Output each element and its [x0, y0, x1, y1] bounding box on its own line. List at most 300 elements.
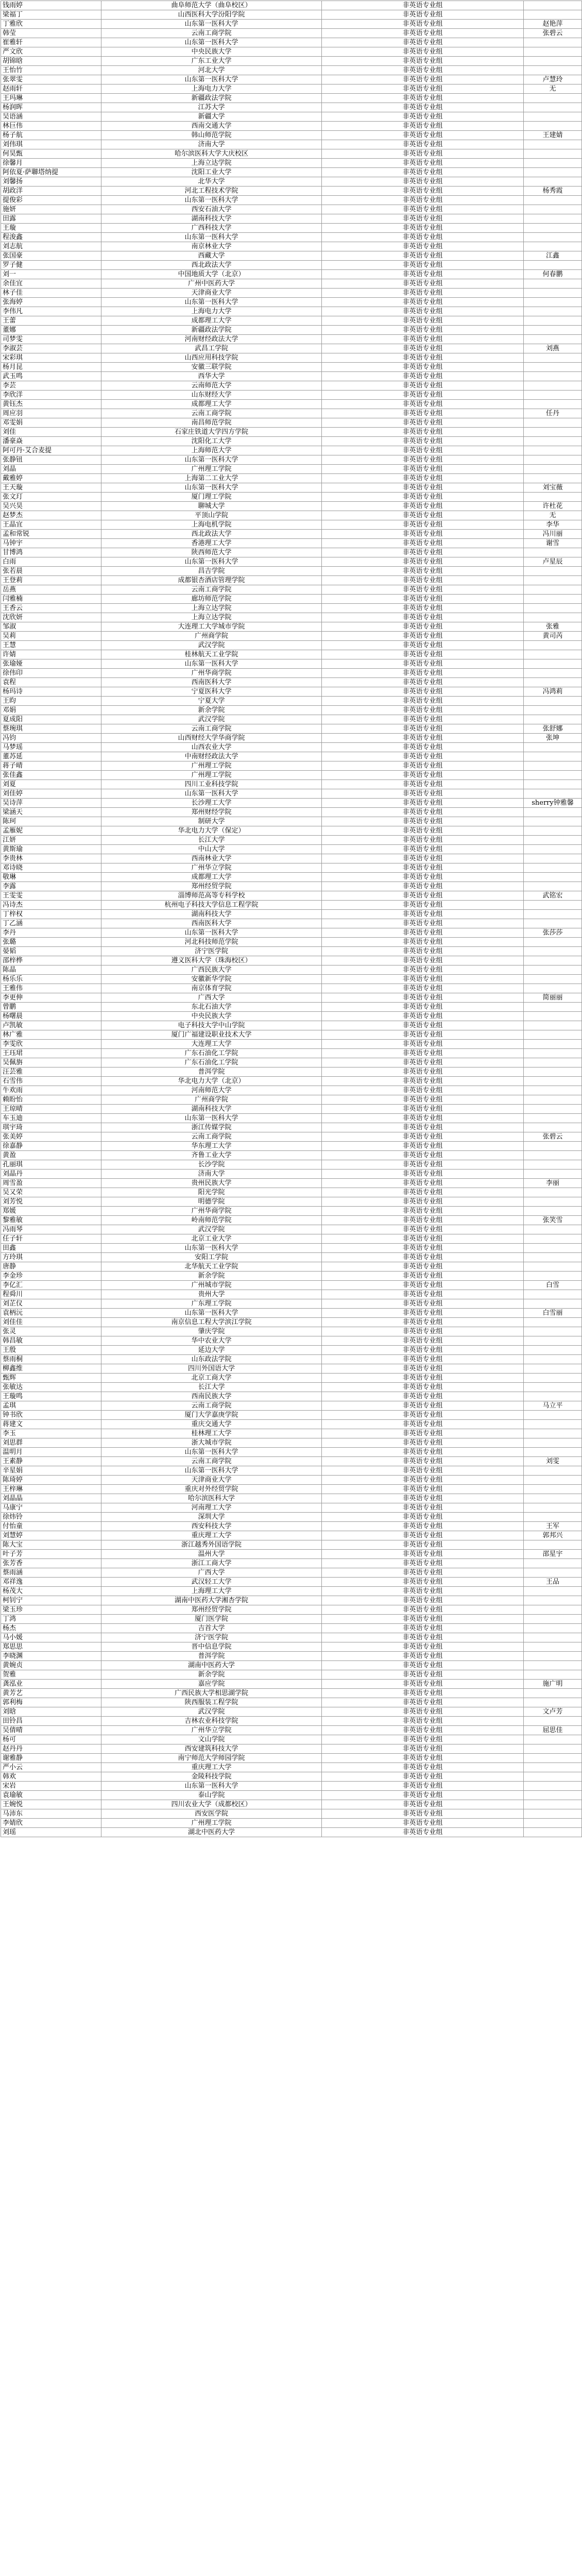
competition-group-cell: 非英语专业组: [322, 1003, 524, 1012]
participant-name-cell: 王晶宜: [1, 520, 101, 530]
participant-name-cell: 刘思群: [1, 1438, 101, 1448]
school-name-cell: 山东第一医科大学: [101, 483, 322, 493]
table-row: [1, 1318, 582, 1327]
table-row: [1, 659, 582, 669]
school-name-cell: 沈阳化工大学: [101, 437, 322, 446]
table-row: [1, 1225, 582, 1234]
school-name-cell: 山西应用科技学院: [101, 353, 322, 363]
participant-name-cell: 沈欣妍: [1, 613, 101, 622]
participant-name-cell: 田鑫: [1, 1244, 101, 1253]
school-name-cell: 上海理工大学: [101, 1587, 322, 1596]
advisor-name-cell: 张莎莎: [524, 928, 582, 938]
table-row: [1, 1336, 582, 1346]
table-row: [1, 1624, 582, 1633]
competition-group-cell: 非英语专业组: [322, 659, 524, 669]
table-row: [1, 131, 582, 140]
advisor-name-cell: 无: [524, 511, 582, 520]
competition-group-cell: 非英语专业组: [322, 669, 524, 678]
table-row: [1, 474, 582, 483]
participant-name-cell: 陈晶: [1, 965, 101, 975]
table-row: [1, 1744, 582, 1754]
school-name-cell: 大连理工大学: [101, 1040, 322, 1049]
school-name-cell: 河南师范大学: [101, 1086, 322, 1095]
participant-name-cell: 黄盈: [1, 1151, 101, 1160]
table-row: [1, 1568, 582, 1578]
school-name-cell: 河北大学: [101, 66, 322, 75]
participant-name-cell: 汪芸雅: [1, 1067, 101, 1077]
participant-name-cell: 谢雅静: [1, 1754, 101, 1763]
school-name-cell: 山东第一医科大学: [101, 196, 322, 205]
competition-group-cell: 非英语专业组: [322, 1151, 524, 1160]
participant-name-cell: 张静钮: [1, 455, 101, 465]
competition-group-cell: 非英语专业组: [322, 47, 524, 57]
table-row: [1, 1485, 582, 1494]
participant-name-cell: 马康宁: [1, 1503, 101, 1513]
school-name-cell: 厦门理工学院: [101, 493, 322, 502]
advisor-name-cell: [524, 1160, 582, 1170]
advisor-name-cell: 赵艳萍: [524, 20, 582, 29]
advisor-name-cell: [524, 984, 582, 993]
participant-name-cell: 王璇: [1, 224, 101, 233]
school-name-cell: 武汉学院: [101, 1225, 322, 1234]
participant-name-cell: 刘馨扬: [1, 177, 101, 187]
school-name-cell: 云南工商学院: [101, 585, 322, 595]
table-row: [1, 196, 582, 205]
competition-group-cell: 非英语专业组: [322, 1327, 524, 1336]
participant-name-cell: 李金珍: [1, 1272, 101, 1281]
advisor-name-cell: [524, 1735, 582, 1744]
participant-name-cell: 袁瑜敏: [1, 1791, 101, 1800]
participant-name-cell: 方玲琪: [1, 1253, 101, 1262]
school-name-cell: 河北工程技术学院: [101, 187, 322, 196]
advisor-name-cell: [524, 446, 582, 455]
advisor-name-cell: [524, 1819, 582, 1828]
participant-name-cell: 刘芳悦: [1, 1197, 101, 1207]
competition-group-cell: 非英语专业组: [322, 289, 524, 298]
school-name-cell: 新余学院: [101, 706, 322, 715]
advisor-name-cell: 任丹: [524, 409, 582, 418]
participant-name-cell: 张若晨: [1, 567, 101, 576]
school-name-cell: 广州理工学院: [101, 1819, 322, 1828]
competition-group-cell: 非英语专业组: [322, 1559, 524, 1568]
school-name-cell: 上海师范大学: [101, 446, 322, 455]
competition-group-cell: 非英语专业组: [322, 1077, 524, 1086]
table-row: [1, 1476, 582, 1485]
competition-group-cell: 非英语专业组: [322, 1828, 524, 1837]
school-name-cell: 重庆对外经贸学院: [101, 1485, 322, 1494]
competition-group-cell: 非英语专业组: [322, 242, 524, 251]
competition-group-cell: 非英语专业组: [322, 1819, 524, 1828]
school-name-cell: 贵州大学: [101, 1290, 322, 1299]
table-row: [1, 799, 582, 808]
competition-group-cell: 非英语专业组: [322, 1225, 524, 1234]
participant-name-cell: 李淑芸: [1, 344, 101, 353]
school-name-cell: 上海立达学院: [101, 604, 322, 613]
competition-group-cell: 非英语专业组: [322, 400, 524, 409]
school-name-cell: 普洱学院: [101, 1067, 322, 1077]
competition-group-cell: 非英语专业组: [322, 919, 524, 928]
school-name-cell: 香港理工大学: [101, 539, 322, 548]
advisor-name-cell: [524, 1568, 582, 1578]
table-row: [1, 1142, 582, 1151]
advisor-name-cell: [524, 326, 582, 335]
competition-group-cell: 非英语专业组: [322, 1420, 524, 1429]
table-row: [1, 224, 582, 233]
participant-name-cell: 夏成阳: [1, 715, 101, 724]
competition-group-cell: 非英语专业组: [322, 298, 524, 307]
competition-group-cell: 非英语专业组: [322, 1234, 524, 1244]
participant-name-cell: 梁涵天: [1, 808, 101, 817]
table-row: [1, 613, 582, 622]
competition-group-cell: 非英语专业组: [322, 344, 524, 353]
participant-name-cell: 邵梓桦: [1, 956, 101, 965]
table-row: [1, 1003, 582, 1012]
participant-name-cell: 琪宇琦: [1, 1123, 101, 1132]
advisor-name-cell: [524, 567, 582, 576]
table-row: [1, 1605, 582, 1615]
table-row: [1, 205, 582, 214]
school-name-cell: 大连理工大学城市学院: [101, 622, 322, 632]
table-row: [1, 993, 582, 1003]
competition-group-cell: 非英语专业组: [322, 1754, 524, 1763]
competition-group-cell: 非英语专业组: [322, 604, 524, 613]
advisor-name-cell: 文卢芳: [524, 1707, 582, 1717]
participant-name-cell: 赵雨轩: [1, 84, 101, 94]
school-name-cell: 宁夏医科大学: [101, 687, 322, 697]
participant-name-cell: 陈琦婷: [1, 1476, 101, 1485]
advisor-name-cell: [524, 474, 582, 483]
school-name-cell: 成都理工大学: [101, 873, 322, 882]
table-row: [1, 1327, 582, 1336]
advisor-name-cell: [524, 697, 582, 706]
advisor-name-cell: [524, 1587, 582, 1596]
school-name-cell: 山东政法学院: [101, 1355, 322, 1364]
table-row: [1, 75, 582, 84]
participant-name-cell: 严文欣: [1, 47, 101, 57]
advisor-name-cell: [524, 233, 582, 242]
competition-group-cell: 非英语专业组: [322, 808, 524, 817]
participant-name-cell: 刘志航: [1, 242, 101, 251]
school-name-cell: 广州理工学院: [101, 465, 322, 474]
competition-group-cell: 非英语专业组: [322, 752, 524, 761]
advisor-name-cell: 杨秀霞: [524, 187, 582, 196]
school-name-cell: 杭州电子科技大学信息工程学院: [101, 901, 322, 910]
table-row: [1, 826, 582, 836]
table-row: [1, 1828, 582, 1837]
participant-name-cell: 杨曙晨: [1, 1012, 101, 1021]
participant-name-cell: 田铃昌: [1, 1717, 101, 1726]
advisor-name-cell: [524, 1244, 582, 1253]
table-row: [1, 1698, 582, 1707]
school-name-cell: 北京工业大学: [101, 1234, 322, 1244]
participant-name-cell: 张灵: [1, 1327, 101, 1336]
competition-group-cell: 非英语专业组: [322, 520, 524, 530]
competition-group-cell: 非英语专业组: [322, 1429, 524, 1438]
table-row: [1, 1244, 582, 1253]
advisor-name-cell: [524, 196, 582, 205]
competition-group-cell: 非英语专业组: [322, 149, 524, 159]
table-row: [1, 437, 582, 446]
advisor-name-cell: [524, 1642, 582, 1652]
participant-name-cell: 王登莉: [1, 576, 101, 585]
school-name-cell: 广州商学院: [101, 1095, 322, 1105]
participant-name-cell: 杨子航: [1, 131, 101, 140]
table-row: [1, 187, 582, 196]
competition-group-cell: 非英语专业组: [322, 530, 524, 539]
school-name-cell: 广州华商学院: [101, 1207, 322, 1216]
table-row: [1, 984, 582, 993]
participant-name-cell: 徐伟印: [1, 669, 101, 678]
school-name-cell: 成都银杏酒店管理学院: [101, 576, 322, 585]
school-name-cell: 安徽三联学院: [101, 363, 322, 372]
advisor-name-cell: [524, 168, 582, 177]
table-row: [1, 1160, 582, 1170]
advisor-name-cell: [524, 205, 582, 214]
school-name-cell: 河北科技师范学院: [101, 938, 322, 947]
school-name-cell: 吉林农业科技学院: [101, 1717, 322, 1726]
competition-group-cell: 非英语专业组: [322, 94, 524, 103]
advisor-name-cell: [524, 1411, 582, 1420]
advisor-name-cell: [524, 817, 582, 826]
competition-group-cell: 非英语专业组: [322, 687, 524, 697]
school-name-cell: 西北政法大学: [101, 530, 322, 539]
competition-group-cell: 非英语专业组: [322, 465, 524, 474]
school-name-cell: 武汉学院: [101, 641, 322, 650]
competition-group-cell: 非英语专业组: [322, 1, 524, 10]
advisor-name-cell: 邵星宇: [524, 1550, 582, 1559]
competition-group-cell: 非英语专业组: [322, 641, 524, 650]
school-name-cell: 长江大学: [101, 1383, 322, 1392]
table-row: [1, 1067, 582, 1077]
school-name-cell: 西南医科大学: [101, 919, 322, 928]
table-row: [1, 94, 582, 103]
table-row: [1, 1717, 582, 1726]
table-row: [1, 29, 582, 38]
advisor-name-cell: [524, 1021, 582, 1030]
participant-name-cell: 邓娟: [1, 706, 101, 715]
competition-group-cell: 非英语专业组: [322, 1624, 524, 1633]
table-row: [1, 1346, 582, 1355]
advisor-name-cell: [524, 1466, 582, 1476]
school-name-cell: 浙江传媒学院: [101, 1123, 322, 1132]
competition-group-cell: 非英语专业组: [322, 1513, 524, 1522]
table-row: [1, 910, 582, 919]
school-name-cell: 西南林业大学: [101, 854, 322, 863]
table-row: [1, 520, 582, 530]
table-row: [1, 1809, 582, 1819]
table-row: [1, 409, 582, 418]
competition-group-cell: 非英语专业组: [322, 1114, 524, 1123]
participant-name-cell: 李露: [1, 882, 101, 891]
competition-group-cell: 非英语专业组: [322, 965, 524, 975]
school-name-cell: 云南工商学院: [101, 1132, 322, 1142]
advisor-name-cell: [524, 771, 582, 780]
school-name-cell: 南京林业大学: [101, 242, 322, 251]
advisor-name-cell: [524, 224, 582, 233]
competition-group-cell: 非英语专业组: [322, 1587, 524, 1596]
participant-name-cell: 刘芷仪: [1, 1299, 101, 1309]
participant-name-cell: 杨乐乐: [1, 975, 101, 984]
advisor-name-cell: [524, 316, 582, 326]
school-name-cell: 新疆政法学院: [101, 326, 322, 335]
school-name-cell: 山东第一医科大学: [101, 233, 322, 242]
advisor-name-cell: [524, 1170, 582, 1179]
school-name-cell: 深圳大学: [101, 1513, 322, 1522]
competition-group-cell: 非英语专业组: [322, 622, 524, 632]
school-name-cell: 厦门医学院: [101, 1615, 322, 1624]
advisor-name-cell: [524, 836, 582, 845]
competition-group-cell: 非英语专业组: [322, 1438, 524, 1448]
competition-group-cell: 非英语专业组: [322, 1272, 524, 1281]
advisor-name-cell: [524, 1652, 582, 1661]
table-row: [1, 1763, 582, 1772]
table-row: [1, 901, 582, 910]
advisor-name-cell: 江鑫: [524, 251, 582, 261]
advisor-name-cell: [524, 66, 582, 75]
competition-group-cell: 非英语专业组: [322, 1615, 524, 1624]
table-row: [1, 854, 582, 863]
table-row: [1, 1494, 582, 1503]
competition-group-cell: 非英语专业组: [322, 632, 524, 641]
participant-name-cell: 武玉鸣: [1, 372, 101, 381]
advisor-name-cell: 刘雯: [524, 1457, 582, 1466]
table-row: [1, 1077, 582, 1086]
advisor-name-cell: [524, 1670, 582, 1680]
advisor-name-cell: sherry钟雅馨: [524, 799, 582, 808]
table-row: [1, 1615, 582, 1624]
table-row: [1, 242, 582, 251]
school-name-cell: 郑州财经学院: [101, 808, 322, 817]
table-row: [1, 1800, 582, 1809]
table-row: [1, 1170, 582, 1179]
advisor-name-cell: [524, 1383, 582, 1392]
advisor-name-cell: [524, 715, 582, 724]
competition-group-cell: 非英语专业组: [322, 1216, 524, 1225]
school-name-cell: 山东第一医科大学: [101, 75, 322, 84]
advisor-name-cell: [524, 1207, 582, 1216]
advisor-name-cell: [524, 214, 582, 224]
advisor-name-cell: 冯鸿莉: [524, 687, 582, 697]
competition-group-cell: 非英语专业组: [322, 595, 524, 604]
participant-name-cell: 邹淑: [1, 622, 101, 632]
participant-name-cell: 黄芳艺: [1, 1689, 101, 1698]
participant-name-cell: 许婧: [1, 650, 101, 659]
school-name-cell: 江苏大学: [101, 103, 322, 112]
advisor-name-cell: 王军: [524, 1522, 582, 1531]
table-row: [1, 1670, 582, 1680]
participant-name-cell: 吴兴昊: [1, 502, 101, 511]
school-name-cell: 武汉轻工大学: [101, 1578, 322, 1587]
school-name-cell: 上海第二工业大学: [101, 474, 322, 483]
competition-group-cell: 非英语专业组: [322, 1197, 524, 1207]
advisor-name-cell: [524, 1012, 582, 1021]
advisor-name-cell: [524, 1744, 582, 1754]
advisor-name-cell: [524, 1327, 582, 1336]
advisor-name-cell: [524, 613, 582, 622]
advisor-name-cell: [524, 94, 582, 103]
school-name-cell: 山东第一医科大学: [101, 928, 322, 938]
advisor-name-cell: [524, 1077, 582, 1086]
competition-group-cell: 非英语专业组: [322, 168, 524, 177]
participant-name-cell: 王雯雯: [1, 891, 101, 901]
school-name-cell: 南宁师范大学师园学院: [101, 1754, 322, 1763]
competition-group-cell: 非英语专业组: [322, 1058, 524, 1067]
table-row: [1, 428, 582, 437]
table-row: [1, 1179, 582, 1188]
competition-group-cell: 非英语专业组: [322, 1494, 524, 1503]
competition-group-cell: 非英语专业组: [322, 1522, 524, 1531]
participant-name-cell: 丁乙涵: [1, 919, 101, 928]
participant-name-cell: 孟雁妮: [1, 826, 101, 836]
table-row: [1, 863, 582, 873]
participant-name-cell: 韩昌敏: [1, 1336, 101, 1346]
participant-name-cell: 江妍: [1, 836, 101, 845]
competition-group-cell: 非英语专业组: [322, 1578, 524, 1587]
school-name-cell: 济南大学: [101, 1170, 322, 1179]
advisor-name-cell: [524, 1689, 582, 1698]
participant-name-cell: 赵丹丹: [1, 1744, 101, 1754]
participant-name-cell: 刘晶晶: [1, 1494, 101, 1503]
school-name-cell: 陕西师范大学: [101, 548, 322, 557]
participant-name-cell: 余佳宜: [1, 279, 101, 289]
competition-group-cell: 非英语专业组: [322, 1726, 524, 1735]
advisor-name-cell: 张碧云: [524, 1132, 582, 1142]
competition-group-cell: 非英语专业组: [322, 474, 524, 483]
advisor-name-cell: [524, 1633, 582, 1642]
school-name-cell: 哈尔滨医科大学大庆校区: [101, 149, 322, 159]
participant-name-cell: 白雨: [1, 557, 101, 567]
advisor-name-cell: [524, 400, 582, 409]
advisor-name-cell: [524, 845, 582, 854]
table-row: [1, 678, 582, 687]
table-row: [1, 1420, 582, 1429]
advisor-name-cell: [524, 1049, 582, 1058]
participant-name-cell: 袁柄沅: [1, 1309, 101, 1318]
advisor-name-cell: [524, 38, 582, 47]
participant-name-cell: 徐嘉静: [1, 1142, 101, 1151]
table-row: [1, 233, 582, 242]
participant-name-cell: 邓雯娟: [1, 418, 101, 428]
table-row: [1, 734, 582, 743]
advisor-name-cell: 王建婧: [524, 131, 582, 140]
competition-group-cell: 非英语专业组: [322, 391, 524, 400]
school-name-cell: 西南民族大学: [101, 1392, 322, 1401]
table-row: [1, 1040, 582, 1049]
participant-name-cell: 李伟凡: [1, 307, 101, 316]
competition-group-cell: 非英语专业组: [322, 706, 524, 715]
table-row: [1, 1216, 582, 1225]
table-row: [1, 669, 582, 678]
participant-name-cell: 刘晶: [1, 465, 101, 474]
advisor-name-cell: [524, 595, 582, 604]
competition-group-cell: 非英语专业组: [322, 446, 524, 455]
table-row: [1, 928, 582, 938]
table-row: [1, 1021, 582, 1030]
school-name-cell: 云南工商学院: [101, 1457, 322, 1466]
school-name-cell: 新疆政法学院: [101, 94, 322, 103]
table-row: [1, 1012, 582, 1021]
school-name-cell: 沈阳工业大学: [101, 168, 322, 177]
table-row: [1, 789, 582, 799]
table-row: [1, 576, 582, 585]
school-name-cell: 山东第一医科大学: [101, 455, 322, 465]
competition-group-cell: 非英语专业组: [322, 409, 524, 418]
advisor-name-cell: 李华: [524, 520, 582, 530]
competition-group-cell: 非英语专业组: [322, 901, 524, 910]
competition-group-cell: 非英语专业组: [322, 1123, 524, 1132]
participant-name-cell: 何昊甄: [1, 149, 101, 159]
participant-name-cell: 刘一: [1, 270, 101, 279]
